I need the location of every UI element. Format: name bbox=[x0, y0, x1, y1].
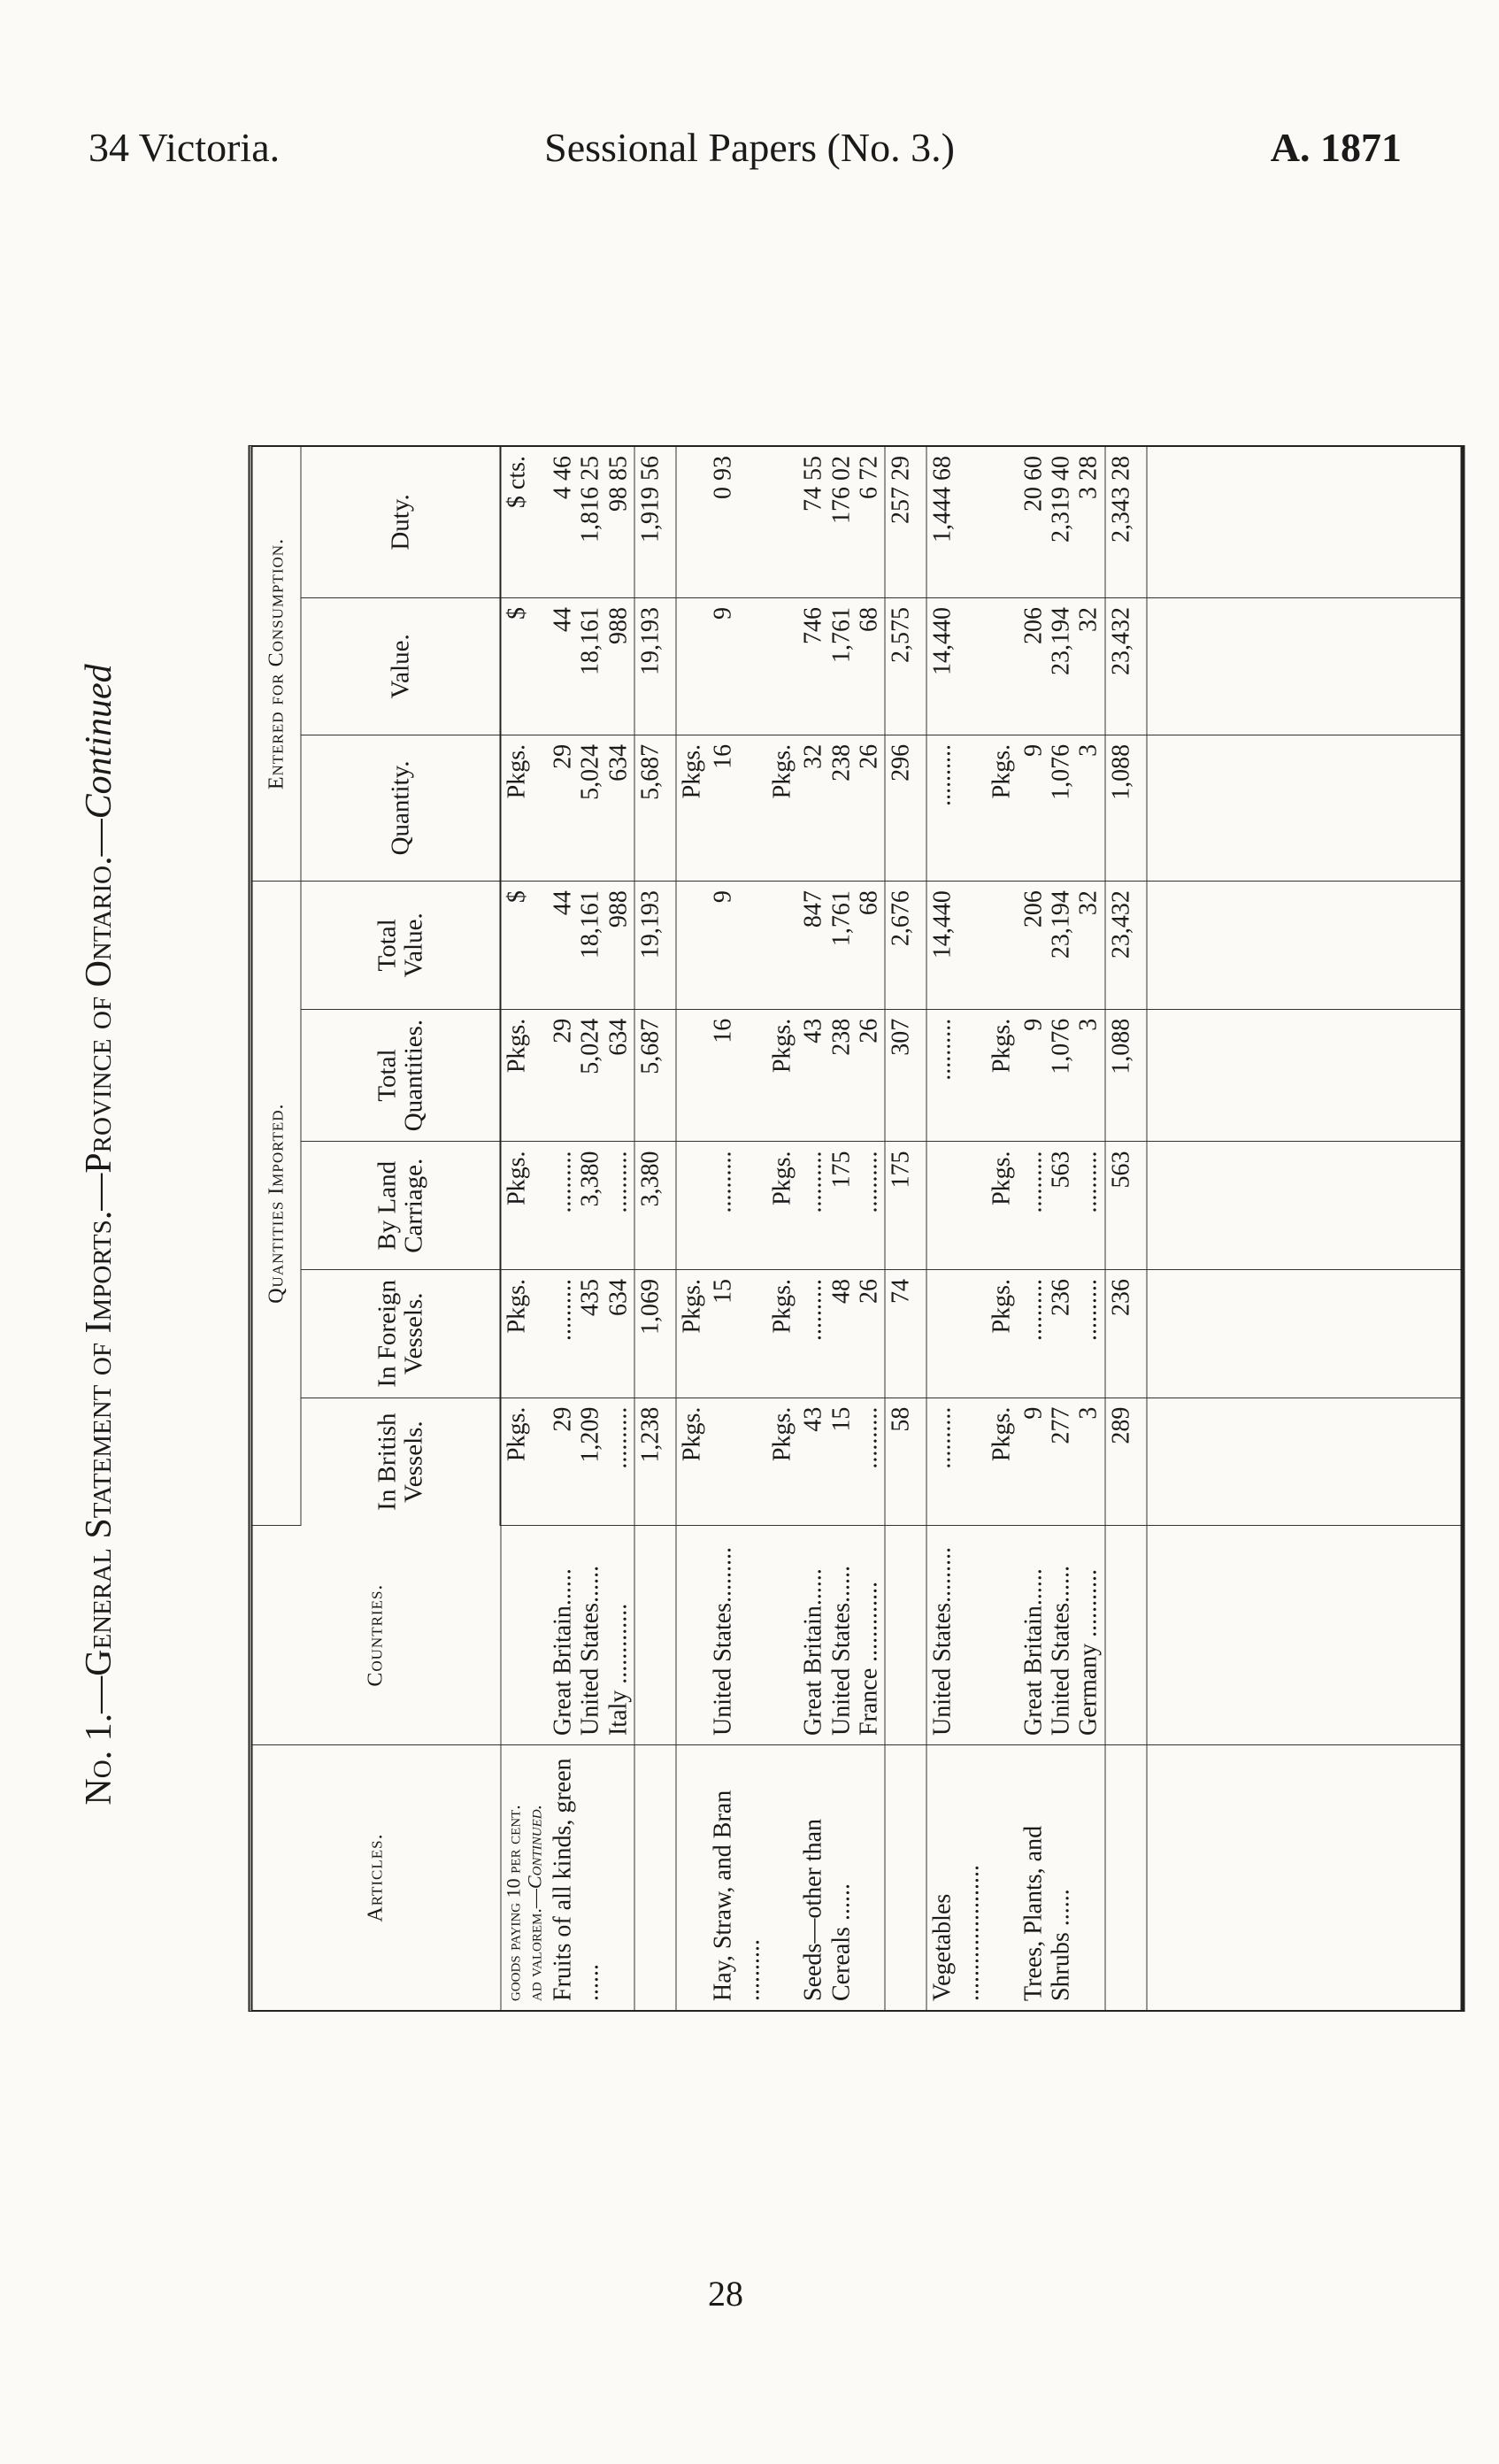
section-line1: goods paying 10 per cent. bbox=[502, 1805, 524, 2001]
cell-land bbox=[926, 1142, 986, 1270]
total-quantity: 5,687 bbox=[634, 735, 676, 881]
cell-total-qty: .......... bbox=[926, 1009, 986, 1142]
header-year: A. 1871 bbox=[1270, 125, 1402, 170]
unit-label: Pkgs. bbox=[767, 1270, 798, 1398]
cell-british: .......... bbox=[926, 1398, 986, 1526]
title-main: No. 1.—General Statement of Imports.—Province of Ontario.— bbox=[79, 819, 119, 1806]
total-row bbox=[885, 447, 926, 2010]
unit-label: Pkgs. bbox=[501, 1009, 548, 1142]
col-duty: Duty. bbox=[301, 447, 501, 597]
total-foreign: 74 bbox=[885, 1270, 926, 1398]
cell-foreign bbox=[926, 1270, 986, 1398]
cell-foreign: .......... 435 634 bbox=[547, 1270, 634, 1398]
cell-land: .......... bbox=[708, 1142, 767, 1270]
article-name: Fruits of all kinds, green ...... bbox=[549, 1758, 604, 2001]
cell-duty: 1,444 68 bbox=[926, 447, 986, 597]
cell-value: 206 23,194 32 bbox=[1018, 597, 1105, 735]
section-continued: Continued. bbox=[523, 1804, 546, 1890]
total-quantity: 1,088 bbox=[1105, 735, 1147, 881]
unit-label: $ bbox=[501, 597, 548, 735]
cell-quantity: 29 5,024 634 bbox=[547, 735, 634, 881]
col-articles: Articles. bbox=[253, 1745, 501, 2010]
cell-foreign: 15 bbox=[708, 1270, 767, 1398]
col-value: Value. bbox=[301, 597, 501, 735]
section-label bbox=[501, 1745, 548, 2010]
cell-british bbox=[708, 1398, 767, 1526]
total-value: 19,193 bbox=[634, 882, 676, 1010]
table-row bbox=[798, 447, 886, 2010]
country-list: Great Britain...... United States...... Italy ............. bbox=[547, 1526, 634, 1745]
article-name: Trees, Plants, and Shrubs ...... bbox=[1019, 1825, 1075, 2001]
total-consumption-value: 23,432 bbox=[1105, 597, 1147, 735]
table-filler-row bbox=[1147, 447, 1461, 2010]
cell-total-qty: 9 1,076 3 bbox=[1018, 1009, 1105, 1142]
unit-label: Pkgs. bbox=[676, 1270, 708, 1398]
unit-label: Pkgs. bbox=[501, 1398, 548, 1526]
article-name: Hay, Straw, and Bran .......... bbox=[709, 1790, 765, 2001]
cell-quantity: .......... bbox=[926, 735, 986, 881]
table-row bbox=[1018, 447, 1105, 2010]
total-qty: 5,687 bbox=[634, 1009, 676, 1142]
col-quantity: Quantity. bbox=[301, 735, 501, 881]
unit-label: Pkgs. bbox=[987, 735, 1018, 881]
table-row bbox=[708, 447, 767, 2010]
table-row bbox=[547, 447, 634, 2010]
total-consumption-value: 19,193 bbox=[634, 597, 676, 735]
total-british: 289 bbox=[1105, 1398, 1147, 1526]
unit-label: Pkgs. bbox=[501, 1142, 548, 1270]
cell-quantity: 9 1,076 3 bbox=[1018, 735, 1105, 881]
cell-value: 14,440 bbox=[926, 597, 986, 735]
unit-label: Pkgs. bbox=[767, 735, 798, 881]
unit-label: Pkgs. bbox=[987, 1398, 1018, 1526]
cell-total-qty: 16 bbox=[708, 1009, 767, 1142]
table-row bbox=[501, 447, 548, 2010]
unit-label: $ bbox=[501, 882, 548, 1010]
unit-label: Pkgs. bbox=[767, 1142, 798, 1270]
total-land: 563 bbox=[1105, 1142, 1147, 1270]
cell-british: 43 15 .......... bbox=[798, 1398, 886, 1526]
total-duty: 1,919 56 bbox=[634, 447, 676, 597]
cell-land: .......... 563 .......... bbox=[1018, 1142, 1105, 1270]
cell-foreign: .......... 48 26 bbox=[798, 1270, 886, 1398]
total-value: 2,676 bbox=[885, 882, 926, 1010]
total-foreign: 1,069 bbox=[634, 1270, 676, 1398]
cell-foreign: .......... 236 .......... bbox=[1018, 1270, 1105, 1398]
imports-table bbox=[253, 447, 1461, 2010]
page-number: 28 bbox=[708, 2274, 743, 2314]
header-session: 34 Victoria. bbox=[88, 125, 281, 170]
total-land: 175 bbox=[885, 1142, 926, 1270]
group-header-row bbox=[253, 447, 302, 2010]
total-quantity: 296 bbox=[885, 735, 926, 881]
unit-label: Pkgs. bbox=[501, 735, 548, 881]
group-quantities-imported: Quantities Imported. bbox=[253, 882, 302, 1526]
cell-duty: 0 93 bbox=[708, 447, 767, 597]
total-british: 1,238 bbox=[634, 1398, 676, 1526]
total-duty: 2,343 28 bbox=[1105, 447, 1147, 597]
article-name: Vegetables ...................... bbox=[928, 1865, 985, 2001]
article-name: Seeds—other than Cereals ...... bbox=[799, 1818, 856, 2001]
cell-duty: 20 60 2,319 40 3 28 bbox=[1018, 447, 1105, 597]
cell-quantity: 16 bbox=[708, 735, 767, 881]
group-entered-consumption: Entered for Consumption. bbox=[253, 447, 302, 882]
unit-label: $ cts. bbox=[501, 447, 548, 597]
total-foreign: 236 bbox=[1105, 1270, 1147, 1398]
cell-total-value: 9 bbox=[708, 882, 767, 1010]
cell-land: .......... 3,380 .......... bbox=[547, 1142, 634, 1270]
cell-total-value: 206 23,194 32 bbox=[1018, 882, 1105, 1010]
total-british: 58 bbox=[885, 1398, 926, 1526]
cell-value: 44 18,161 988 bbox=[547, 597, 634, 735]
cell-quantity: 32 238 26 bbox=[798, 735, 886, 881]
unit-label: Pkgs. bbox=[501, 1270, 548, 1398]
cell-total-value: 44 18,161 988 bbox=[547, 882, 634, 1010]
cell-value: 746 1,761 68 bbox=[798, 597, 886, 735]
cell-british: 29 1,209 .......... bbox=[547, 1398, 634, 1526]
total-duty: 257 29 bbox=[885, 447, 926, 597]
header-publication: Sessional Papers (No. 3.) bbox=[544, 125, 955, 170]
title-continued: Continued bbox=[79, 664, 119, 820]
unit-label: Pkgs. bbox=[987, 1142, 1018, 1270]
total-row bbox=[634, 447, 676, 2010]
cell-total-qty: 43 238 26 bbox=[798, 1009, 886, 1142]
total-qty: 1,088 bbox=[1105, 1009, 1147, 1142]
col-british-vessels: In British Vessels. bbox=[301, 1398, 501, 1526]
table-row bbox=[676, 447, 708, 2010]
unit-label: Pkgs. bbox=[987, 1009, 1018, 1142]
total-qty: 307 bbox=[885, 1009, 926, 1142]
total-row bbox=[1105, 447, 1147, 2010]
total-consumption-value: 2,575 bbox=[885, 597, 926, 735]
unit-label: Pkgs. bbox=[676, 1398, 708, 1526]
country-list: United States......... bbox=[708, 1526, 767, 1745]
page-title bbox=[78, 482, 120, 1987]
col-total-quantities: Total Quantities. bbox=[301, 1009, 501, 1142]
cell-total-qty: 29 5,024 634 bbox=[547, 1009, 634, 1142]
table-row bbox=[926, 447, 986, 2010]
col-land-carriage: By Land Carriage. bbox=[301, 1142, 501, 1270]
section-line2: ad valorem.— bbox=[523, 1889, 546, 2001]
country-list: Great Britain...... United States...... Germany ........... bbox=[1018, 1526, 1105, 1745]
unit-label: Pkgs. bbox=[767, 1009, 798, 1142]
cell-land: .......... 175 .......... bbox=[798, 1142, 886, 1270]
col-total-value: Total Value. bbox=[301, 882, 501, 1010]
imports-table-frame bbox=[249, 445, 1465, 2012]
country-list: United States......... bbox=[926, 1526, 986, 1745]
unit-label: Pkgs. bbox=[676, 735, 708, 881]
total-value: 23,432 bbox=[1105, 882, 1147, 1010]
unit-label: Pkgs. bbox=[987, 1270, 1018, 1398]
unit-label: Pkgs. bbox=[767, 1398, 798, 1526]
cell-value: 9 bbox=[708, 597, 767, 735]
cell-duty: 4 46 1,816 25 98 85 bbox=[547, 447, 634, 597]
cell-total-value: 14,440 bbox=[926, 882, 986, 1010]
country-list: Great Britain...... United States...... France ............. bbox=[798, 1526, 886, 1745]
table-row bbox=[987, 447, 1018, 2010]
col-foreign-vessels: In Foreign Vessels. bbox=[301, 1270, 501, 1398]
table-row bbox=[767, 447, 798, 2010]
cell-duty: 74 55 176 02 6 72 bbox=[798, 447, 886, 597]
cell-total-value: 847 1,761 68 bbox=[798, 882, 886, 1010]
col-countries: Countries. bbox=[253, 1526, 501, 1745]
cell-british: 9 277 3 bbox=[1018, 1398, 1105, 1526]
total-land: 3,380 bbox=[634, 1142, 676, 1270]
